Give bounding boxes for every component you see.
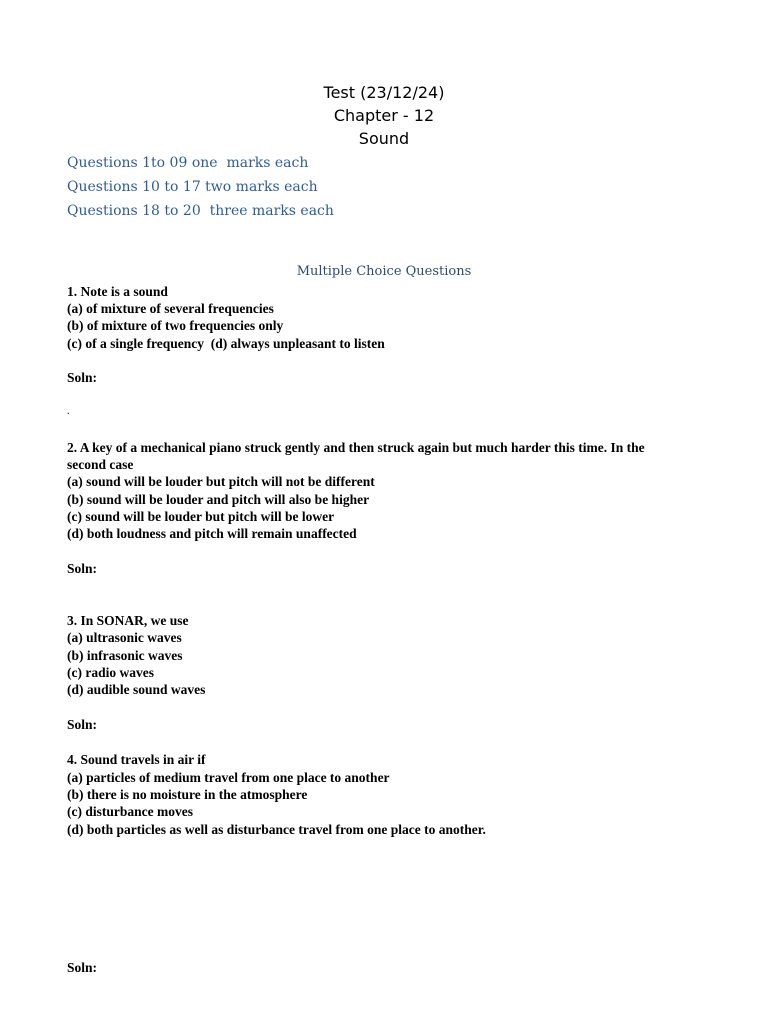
marks-info-line: Questions 18 to 20 three marks each [67,203,334,219]
section-heading: Multiple Choice Questions [296,264,472,279]
question-1-text: 1. Note is a sound [67,284,168,299]
question-4-option: (d) both particles as well as disturbance travel from one place to another. [67,822,486,837]
question-4-text: 4. Sound travels in air if [67,752,206,767]
question-2-option: (d) both loudness and pitch will remain unaffected [67,526,357,541]
question-1-soln-label: Soln: [67,370,98,385]
marks-info-line: Questions 1to 09 one marks each [67,155,309,171]
question-1-option: (a) of mixture of several frequencies [67,301,274,316]
question-2-text: 2. A key of a mechanical piano struck gently and then struck again but much harder this time. In the [67,440,645,455]
question-3-text: 3. In SONAR, we use [67,613,189,628]
question-4-option: (a) particles of medium travel from one place to another [67,770,390,785]
topic-title: Sound [358,129,410,148]
question-3-option: (c) radio waves [67,665,154,680]
question-1-option: (c) of a single frequency (d) always unpleasant to listen [67,336,385,351]
question-2-text: second case [67,457,134,472]
question-4-soln-label: Soln: [67,960,98,975]
question-2-option: (c) sound will be louder but pitch will be lower [67,509,335,524]
chapter-title: Chapter - 12 [333,106,435,125]
question-2-option: (b) sound will be louder and pitch will also be higher [67,492,370,507]
marks-info-line: Questions 10 to 17 two marks each [67,179,318,195]
question-2-soln-label: Soln: [67,561,98,576]
question-3-option: (d) audible sound waves [67,682,206,697]
question-3-option: (a) ultrasonic waves [67,630,182,645]
question-3-soln-label: Soln: [67,717,98,732]
question-2-option: (a) sound will be louder but pitch will not be different [67,474,375,489]
test-title: Test (23/12/24) [323,83,445,102]
question-4-option: (b) there is no moisture in the atmosphere [67,787,308,802]
question-3-option: (b) infrasonic waves [67,648,183,663]
question-4-option: (c) disturbance moves [67,804,193,819]
stray-mark: . [67,406,70,417]
question-1-option: (b) of mixture of two frequencies only [67,318,284,333]
